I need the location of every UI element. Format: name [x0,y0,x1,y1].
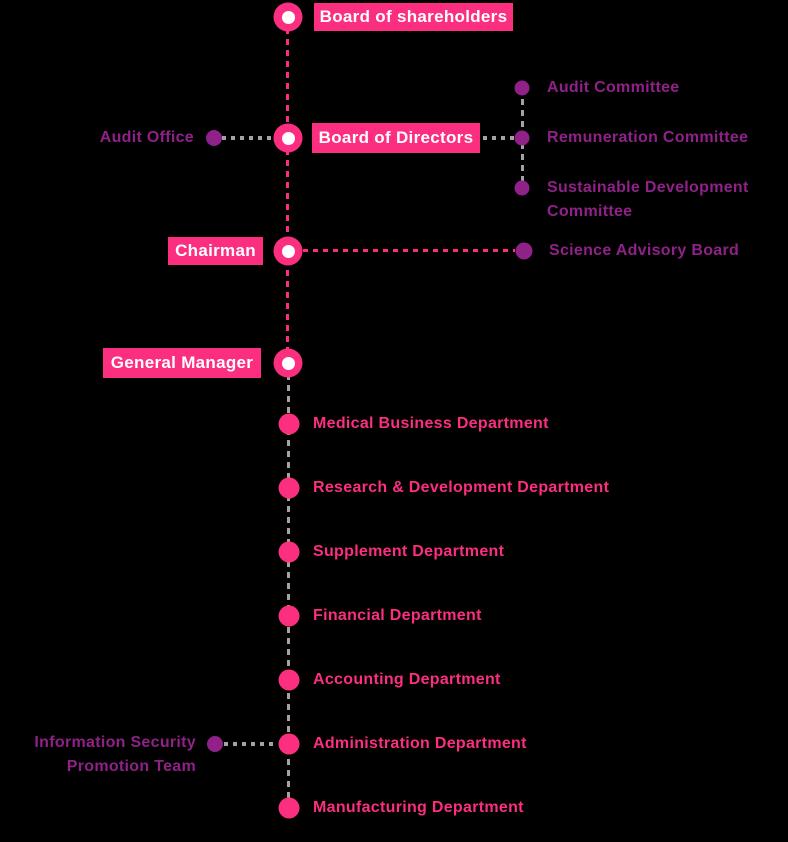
connector-audit-office [222,136,273,140]
general-manager-box: General Manager [103,348,261,378]
committee-dot [515,181,530,196]
department-dot [279,798,300,819]
department-dot [279,606,300,627]
department-label: Medical Business Department [313,415,549,432]
node-board-of-shareholders [274,3,303,32]
committee-label: Sustainable Development Committee [547,179,749,220]
department-dot [279,670,300,691]
department-dot [279,734,300,755]
department-label: Manufacturing Department [313,799,524,816]
infosec-team-label: Information Security Promotion Team [34,734,196,775]
audit-office-label: Audit Office [99,129,194,146]
chairman-box: Chairman [168,237,263,265]
connector-directors-committees [483,136,515,140]
science-advisory-dot [516,243,533,260]
science-advisory-label: Science Advisory Board [549,242,740,259]
connector-science-advisory [303,249,515,252]
node-general-manager [274,349,303,378]
committee-label: Remuneration Committee [547,129,749,146]
department-label: Accounting Department [313,671,501,688]
department-dot [279,414,300,435]
department-label: Research & Development Department [313,479,610,496]
board-of-shareholders-box: Board of shareholders [314,3,513,31]
connector-infosec-team [224,742,278,746]
node-chairman [274,237,303,266]
trunk-line-pink [286,17,289,363]
department-label: Administration Department [313,735,527,752]
committee-dot [515,81,530,96]
node-board-of-directors [274,124,303,153]
audit-office-dot [206,130,222,146]
department-dot [279,478,300,499]
department-label: Financial Department [313,607,482,624]
infosec-team-dot [207,736,223,752]
board-of-directors-box: Board of Directors [312,123,480,153]
committee-label: Audit Committee [547,79,680,96]
department-dot [279,542,300,563]
committee-dot [515,131,530,146]
department-label: Supplement Department [313,543,505,560]
